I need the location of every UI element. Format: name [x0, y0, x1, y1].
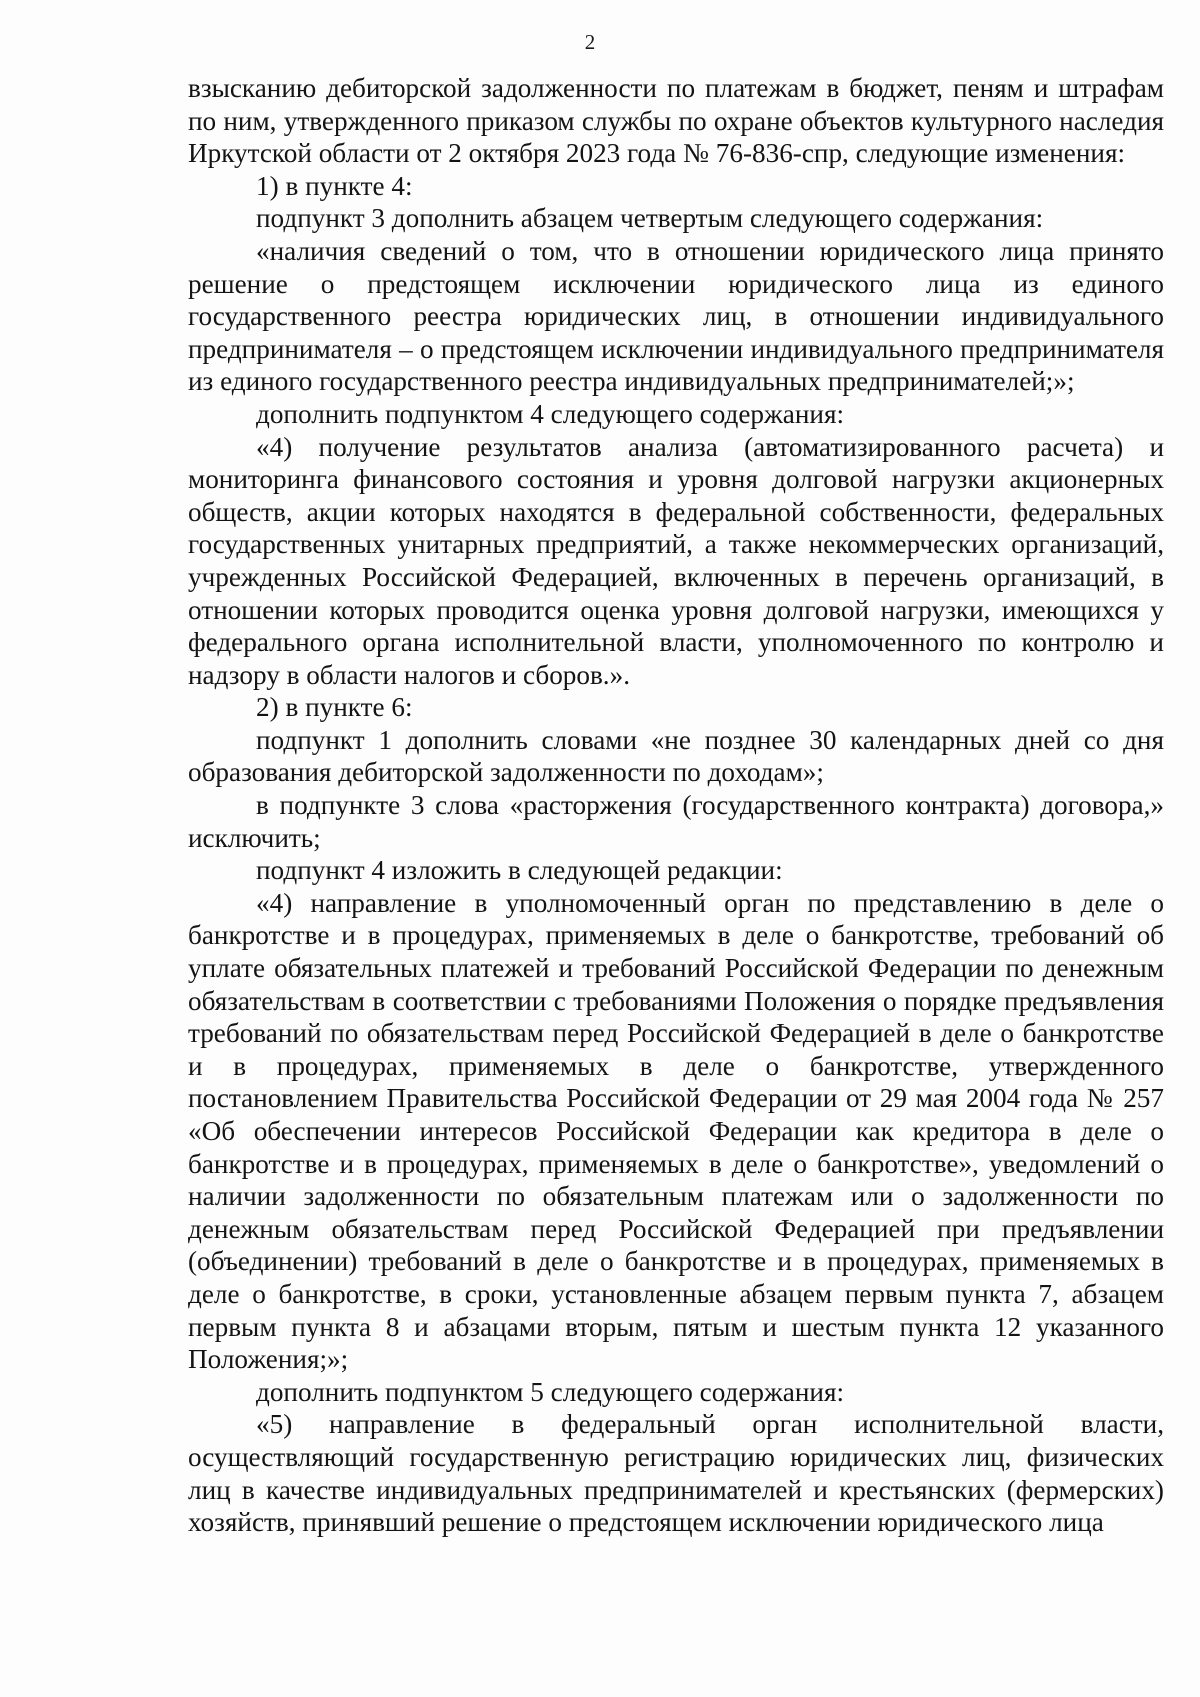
paragraph-quoted-subitem-4-new: «4) направление в уполномоченный орган по представлению в деле о банкротстве и в процедурах, применяемых в деле о банкротстве, требований об уплате обязательных платежей и требований Российской Федерации по денежным обязательствам в соответствии с требованиями Положения о порядке предъявления требований по обязательствам перед Российской Федерацией в деле о банкротстве и в процедурах, применяемых в деле о банкротстве, утвержденного постановлением Правительства Российской Федерации от 29 мая 2004 года № 257 «Об обеспечении интересов Российской Федерации как кредитора в деле о банкротстве и в процедурах, применяемых в деле о банкротстве», уведомлений о наличии задолженности по обязательным платежам или о задолженности по денежным обязательствам перед Российской Федерацией при предъявлении (объединении) требований в деле о банкротстве и в процедурах, применяемых в деле о банкротстве, в сроки, установленные абзацем первым пункта 7, абзацем первым пункта 8 и абзацами вторым, пятым и шестым пункта 12 указанного Положения;»;: [188, 887, 1164, 1375]
paragraph-subitem-3-amendment: подпункт 3 дополнить абзацем четвертым следующего содержания:: [256, 203, 1044, 234]
paragraph-intro-continuation: взысканию дебиторской задолженности по платежам в бюджет, пеням и штрафам по ним, утвержденного приказом службы по охране объектов культурного наследия Иркутской области от 2 октября 2023 года № 76-836-спр, следующие изменения:: [188, 73, 1164, 169]
paragraph-add-subitem-4: дополнить подпунктом 4 следующего содержания:: [256, 398, 845, 429]
paragraph-item-2-heading: 2) в пункте 6:: [256, 692, 413, 723]
paragraph-add-subitem-5: дополнить подпунктом 5 следующего содержания:: [256, 1376, 845, 1407]
document-body: [188, 72, 1164, 1539]
paragraph-quoted-subitem-5: «5) направление в федеральный орган исполнительной власти, осуществляющий государственную регистрацию юридических лиц, физических лиц в качестве индивидуальных предпринимателей и крестьянских (фермерских) хозяйств, принявший решение о предстоящем исключении юридического лица: [188, 1409, 1164, 1538]
paragraph-subitem-3-exclusion: в подпункте 3 слова «расторжения (государственного контракта) договора,» исключить;: [188, 790, 1164, 853]
paragraph-subitem-1-amendment: подпункт 1 дополнить словами «не позднее 30 календарных дней со дня образования дебиторской задолженности по доходам»;: [188, 724, 1164, 788]
paragraph-quoted-text-1: «наличия сведений о том, что в отношении юридического лица принято решение о предстоящем исключении юридического лица из единого государственного реестра юридических лиц, в отношении индивидуального предпринимателя – о предстоящем исключении индивидуального предпринимателя из единого государственного реестра индивидуальных предпринимателей;»;: [188, 235, 1164, 397]
page-number: 2: [584, 30, 596, 54]
paragraph-subitem-4-restate: подпункт 4 изложить в следующей редакции:: [256, 855, 783, 886]
paragraph-item-1-heading: 1) в пункте 4:: [256, 170, 413, 201]
paragraph-quoted-subitem-4: «4) получение результатов анализа (автоматизированного расчета) и мониторинга финансового состояния и уровня долговой нагрузки акционерных обществ, акции которых находятся в федеральной собственности, федеральных государственных унитарных предприятий, а также некоммерческих организаций, учрежденных Российской Федерацией, включенных в перечень организаций, в отношении которых проводится оценка уровня долговой нагрузки, имеющихся у федерального органа исполнительной власти, уполномоченного по контролю и надзору в области налогов и сборов.».: [188, 431, 1164, 690]
